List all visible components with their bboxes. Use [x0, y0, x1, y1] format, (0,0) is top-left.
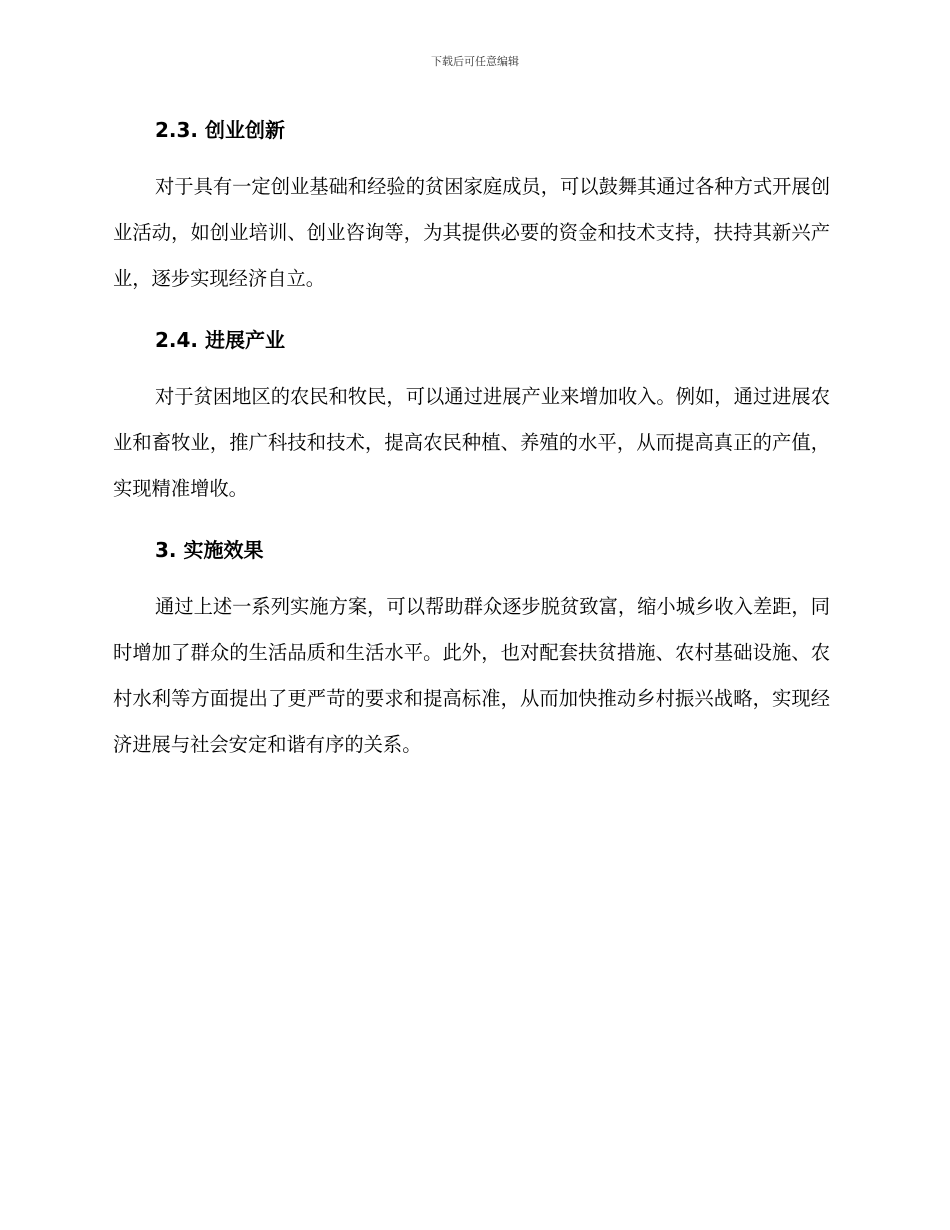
section-effects [113, 530, 830, 768]
section-heading: 2.4. 进展产业 [155, 328, 285, 352]
page-header: 下载后可任意编辑 [431, 55, 519, 68]
section-paragraph: 对于具有一定创业基础和经验的贫困家庭成员，可以鼓舞其通过各种方式开展创业活动，如创业培训、创业咨询等，为其提供必要的资金和技术支持，扶持其新兴产业，逐步实现经济自立。 [113, 175, 830, 290]
document-body [113, 110, 830, 768]
section-industry [113, 320, 830, 530]
section-paragraph: 通过上述一系列实施方案，可以帮助群众逐步脱贫致富，缩小城乡收入差距，同时增加了群众的生活品质和生活水平。此外，也对配套扶贫措施、农村基础设施、农村水利等方面提出了更严苛的要求和提高标准，从而加快推动乡村振兴战略，实现经济进展与社会安定和谐有序的关系。 [113, 595, 830, 756]
section-paragraph: 对于贫困地区的农民和牧民，可以通过进展产业来增加收入。例如，通过进展农业和畜牧业，推广科技和技术，提高农民种植、养殖的水平，从而提高真正的产值，实现精准增收。 [113, 385, 830, 500]
section-heading: 2.3. 创业创新 [155, 118, 285, 142]
section-entrepreneurship [113, 110, 830, 320]
section-heading: 3. 实施效果 [155, 538, 264, 562]
